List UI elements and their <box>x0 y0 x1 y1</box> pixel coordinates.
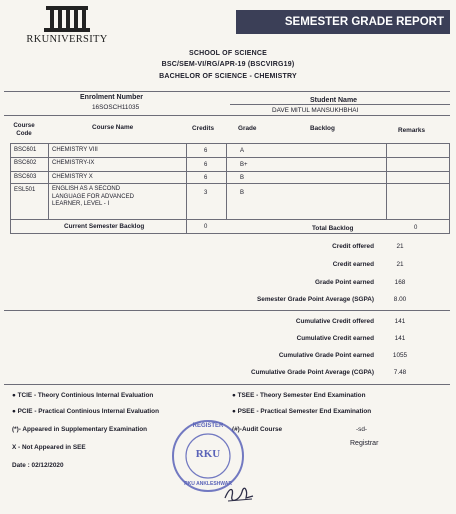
sgpa-value: 8.00 <box>393 296 407 303</box>
stamp-bottom-text: RKU ANKLESHWAR <box>184 481 232 487</box>
col-backlog: Backlog <box>310 125 335 132</box>
cgpa-label: Cumulative Grade Point Average (CGPA) <box>251 369 374 376</box>
credit-offered-label: Credit offered <box>332 243 374 250</box>
bullet-icon: ● <box>12 392 18 399</box>
legend-psee: ● PSEE - Practical Semester End Examination <box>232 408 372 415</box>
cum-grade-point-value: 1055 <box>392 352 408 359</box>
report-banner: SEMESTER GRADE REPORT <box>236 10 450 34</box>
credit-earned-label: Credit earned <box>332 261 374 268</box>
cum-credit-earned-value: 141 <box>394 335 406 342</box>
current-backlog-value: 0 <box>204 224 208 230</box>
enrolment-label: Enrolment Number <box>80 94 144 101</box>
cum-credit-earned-label: Cumulative Credit earned <box>296 335 374 342</box>
course-name: CHEMISTRY X <box>52 174 93 180</box>
stamp-top-text: REGISTER <box>192 423 224 429</box>
course-code: BSC602 <box>14 160 37 166</box>
col-remarks: Remarks <box>398 127 426 134</box>
legend-supplementary: (*)- Appeared in Supplementary Examination <box>12 426 148 433</box>
course-name: ENGLISH AS A SECOND LANGUAGE FOR ADVANCED LEARNER, LEVEL - I <box>52 186 134 207</box>
signature-sd: -sd- <box>356 426 368 433</box>
col-credits: Credits <box>192 125 215 132</box>
pillars-icon <box>40 4 94 34</box>
total-backlog-label: Total Backlog <box>312 225 354 232</box>
col-grade: Grade <box>238 125 257 132</box>
course-code: BSC603 <box>14 174 37 180</box>
course-credits: 6 <box>204 148 208 154</box>
bullet-icon: ● <box>12 408 18 415</box>
course-name: CHEMISTRY VIII <box>52 147 98 153</box>
col-course-name: Course Name <box>92 124 134 131</box>
exam-code: BSC/SEM-VI/RG/APR-19 (BSCVIRG19) <box>161 61 295 68</box>
legend-tsee: ● TSEE - Theory Semester End Examination <box>232 392 366 399</box>
course-credits: 6 <box>204 175 208 181</box>
legend-tcie: ● TCIE - Theory Continious Internal Evaluation <box>12 392 154 399</box>
school-name: SCHOOL OF SCIENCE <box>189 50 267 57</box>
course-code: BSC601 <box>14 147 37 153</box>
registrar-label: Registrar <box>350 440 379 447</box>
course-grade: A <box>240 148 245 154</box>
course-grade: B <box>240 190 245 196</box>
signature-image <box>222 484 256 504</box>
student-name-value: DAVE MITUL MANSUKHBHAI <box>272 107 359 114</box>
credit-earned-value: 21 <box>396 261 404 268</box>
university-logo <box>6 4 128 44</box>
legend-audit: (#)-Audit Course <box>232 426 283 433</box>
registrar-stamp <box>170 418 246 494</box>
grade-point-value: 168 <box>394 279 406 286</box>
cgpa-value: 7.48 <box>393 369 407 376</box>
legend-not-appeared: X - Not Appeared in SEE <box>12 444 86 451</box>
cum-credit-offered-label: Cumulative Credit offered <box>295 318 374 325</box>
col-course-code: Course Code <box>13 122 35 137</box>
sgpa-label: Semester Grade Point Average (SGPA) <box>257 296 374 303</box>
course-grade: B <box>240 175 245 181</box>
cum-grade-point-label: Cumulative Grade Point earned <box>278 352 374 359</box>
course-name: CHEMISTRY-IX <box>52 160 95 166</box>
course-grade: B+ <box>240 162 248 168</box>
student-name-label: Student Name <box>310 97 358 104</box>
course-credits: 3 <box>204 190 208 196</box>
grade-point-label: Grade Point earned <box>315 279 374 286</box>
total-backlog-value: 0 <box>414 225 418 231</box>
current-backlog-label: Current Semester Backlog <box>64 223 145 230</box>
course-credits: 6 <box>204 162 208 168</box>
bullet-icon: ● <box>232 408 238 415</box>
stamp-center-text: RKU <box>195 448 221 460</box>
cum-credit-offered-value: 141 <box>394 318 406 325</box>
bullet-icon: ● <box>232 392 238 399</box>
course-code: ESL501 <box>14 187 36 193</box>
programme-name: BACHELOR OF SCIENCE - CHEMISTRY <box>159 73 297 80</box>
credit-offered-value: 21 <box>396 243 404 250</box>
university-name: RKUNIVERSITY <box>26 34 108 45</box>
legend-pcie: ● PCIE - Practical Continious Internal Evaluation <box>12 408 159 415</box>
enrolment-value: 16SOSCH11035 <box>92 104 140 111</box>
issue-date: Date : 02/12/2020 <box>12 462 64 469</box>
